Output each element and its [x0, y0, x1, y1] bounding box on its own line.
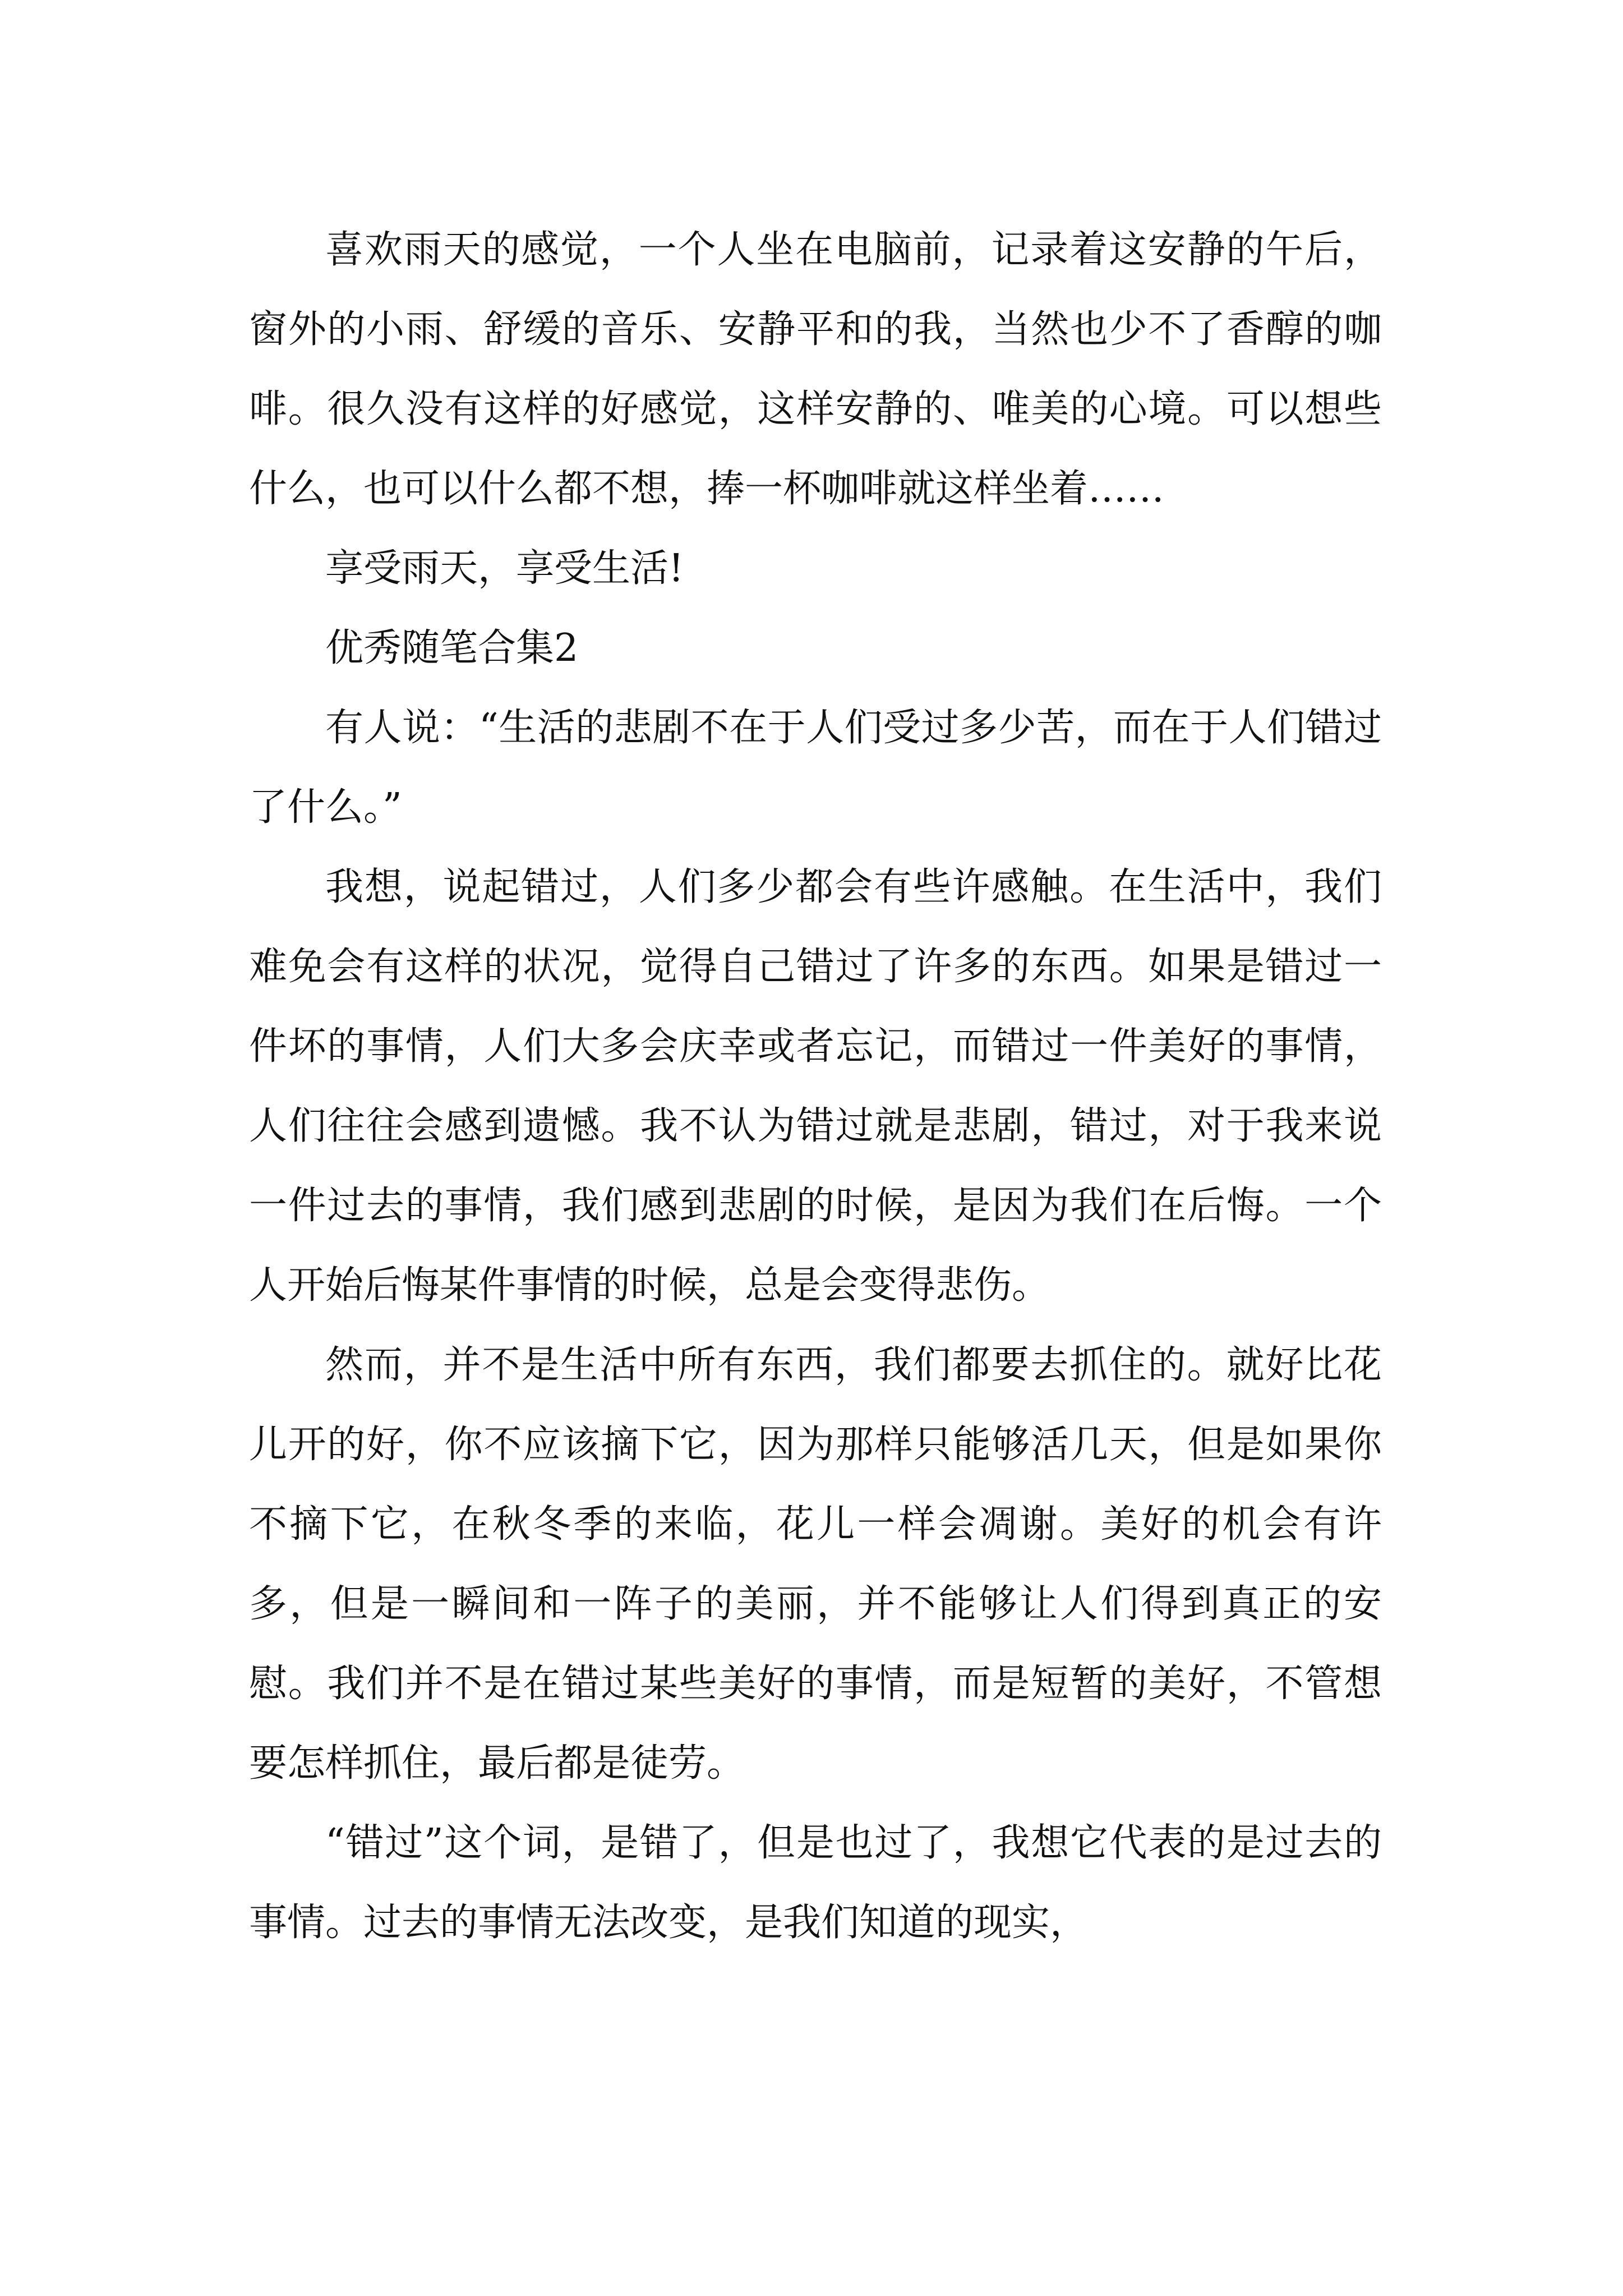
paragraph-quote: 有人说：“生活的悲剧不在于人们受过多少苦，而在于人们错过了什么。” — [249, 706, 1382, 830]
paragraph-rainy-day: 喜欢雨天的感觉，一个人坐在电脑前，记录着这安静的午后，窗外的小雨、舒缓的音乐、安静平和的我，当然也少不了香醇的咖啡。很久没有这样的好感觉，这样安静的、唯美的心境。可以想些什么，也可以什么都不想，捧一杯咖啡就这样坐着…… — [249, 228, 1382, 511]
document-body — [249, 210, 1382, 1963]
paragraph-enjoy-life: 享受雨天，享受生活! — [325, 546, 684, 591]
paragraph-past: “错过”这个词，是错了，但是也过了，我想它代表的是过去的事情。过去的事情无法改变，是我们知道的现实， — [249, 1821, 1382, 1945]
paragraph-missing: 我想，说起错过，人们多少都会有些许感触。在生活中，我们难免会有这样的状况，觉得自己错过了许多的东西。如果是错过一件坏的事情，人们大多会庆幸或者忘记，而错过一件美好的事情，人们往往会感到遗憾。我不认为错过就是悲剧，错过，对于我来说一件过去的事情，我们感到悲剧的时候，是因为我们在后悔。一个人开始后悔某件事情的时候，总是会变得悲伤。 — [249, 865, 1382, 1308]
section-heading: 优秀随笔合集2 — [325, 626, 579, 670]
paragraph-flowers: 然而，并不是生活中所有东西，我们都要去抓住的。就好比花儿开的好，你不应该摘下它，因为那样只能够活几天，但是如果你不摘下它，在秋冬季的来临，花儿一样会凋谢。美好的机会有许多，但是一瞬间和一阵子的美丽，并不能够让人们得到真正的安慰。我们并不是在错过某些美好的事情，而是短暂的美好，不管想要怎样抓住，最后都是徒劳。 — [249, 1343, 1382, 1786]
